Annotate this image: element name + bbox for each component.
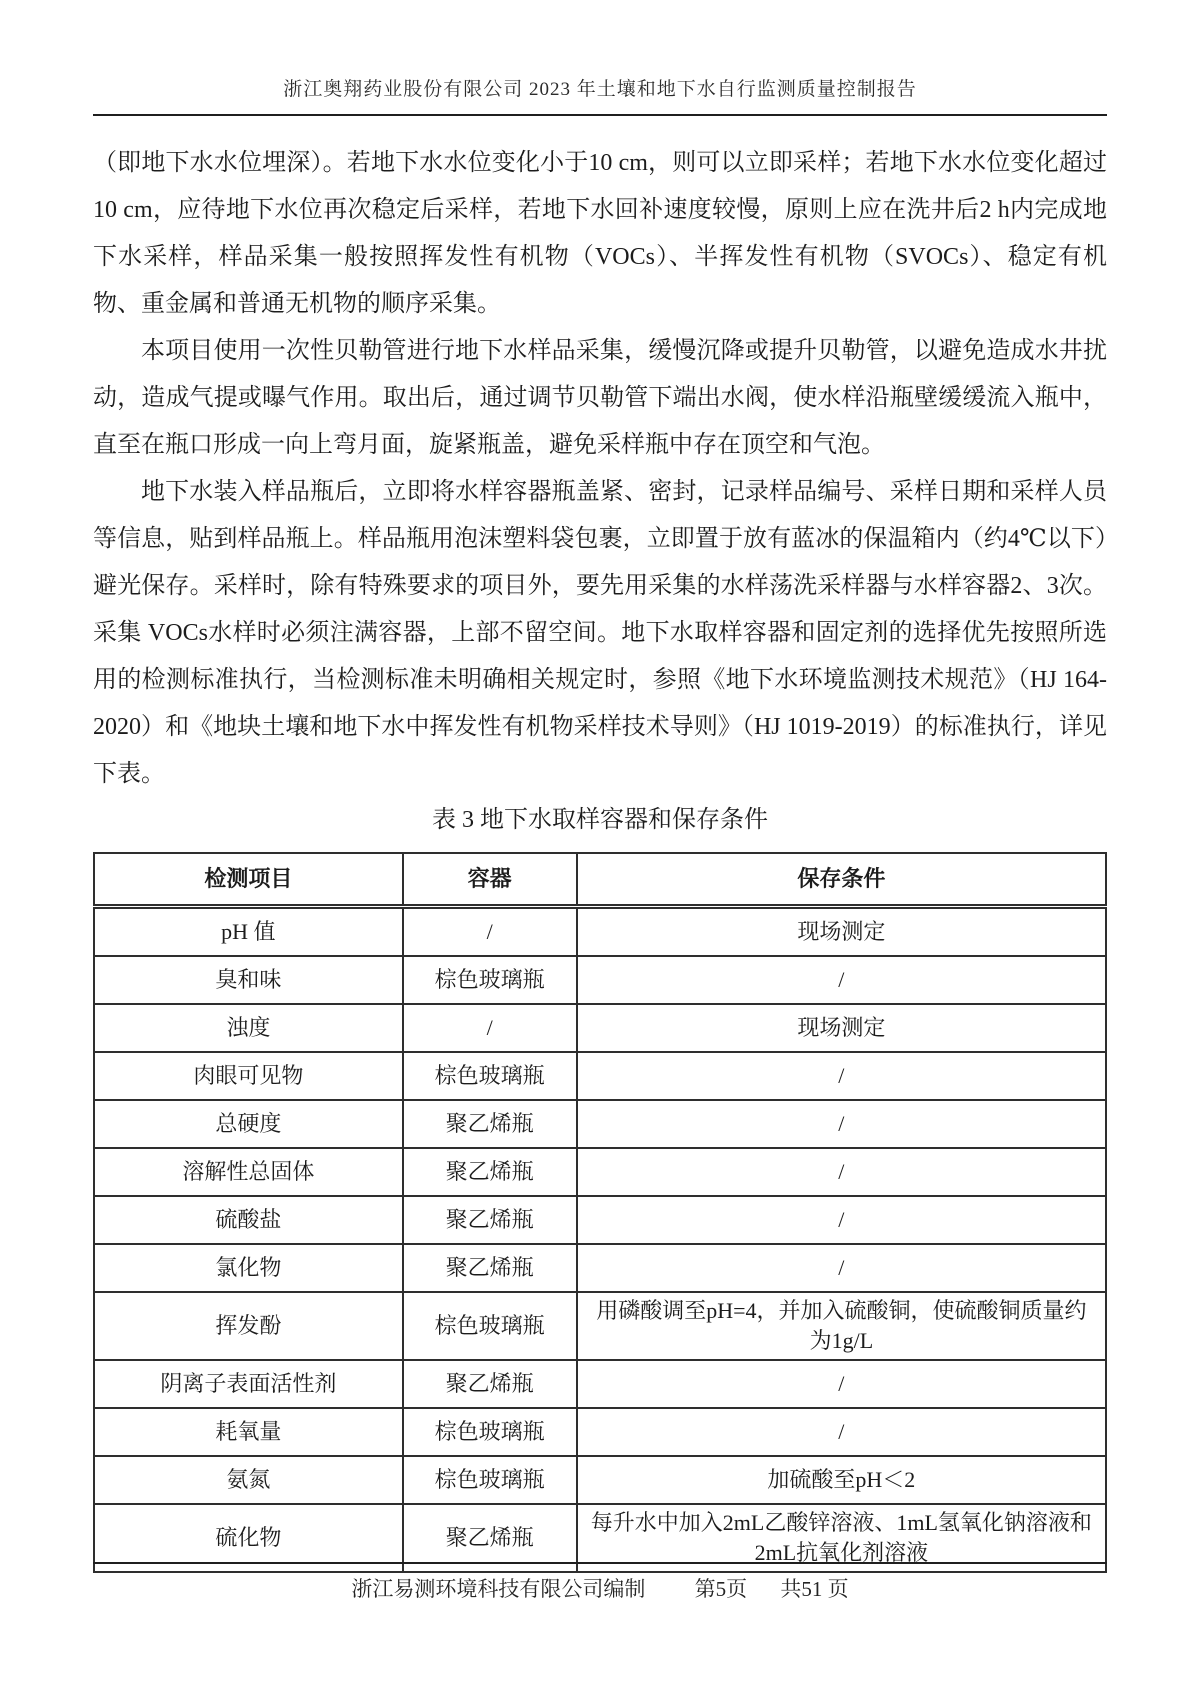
table-cell: 硫化物 <box>94 1504 403 1572</box>
paragraph-sample-storage: 地下水装入样品瓶后，立即将水样容器瓶盖紧、密封，记录样品编号、采样日期和采样人员等信息，贴到样品瓶上。样品瓶用泡沫塑料袋包裹，立即置于放有蓝冰的保温箱内（约4℃以下）避光保存。采样时，除有特殊要求的项目外，要先用采集的水样荡洗采样器与水样容器2、3次。采集 VOCs水样时必须注满容器，上部不留空间。地下水取样容器和固定剂的选择优先按照所选用的检测标准执行，当检测标准未明确相关规定时，参照《地下水环境监测技术规范》（HJ 164-2020）和《地块土壤和地下水中挥发性有机物采样技术导则》（HJ 1019-2019）的标准执行，详见下表。 <box>93 479 1107 787</box>
table-row <box>94 1100 1106 1148</box>
table-cell: / <box>577 1196 1106 1244</box>
table-cell: 耗氧量 <box>94 1408 403 1456</box>
column-header-condition: 保存条件 <box>577 853 1106 907</box>
table-cell: 棕色玻璃瓶 <box>403 1052 577 1100</box>
page-header <box>93 74 1107 116</box>
table-cell: / <box>577 956 1106 1004</box>
table-row <box>94 1004 1106 1052</box>
table-header-row <box>94 853 1106 907</box>
table-cell: 棕色玻璃瓶 <box>403 1292 577 1360</box>
table-title: 表 3 地下水取样容器和保存条件 <box>432 807 768 833</box>
table-cell: 现场测定 <box>577 907 1106 957</box>
table-cell: 硫酸盐 <box>94 1196 403 1244</box>
table-cell: 棕色玻璃瓶 <box>403 956 577 1004</box>
table-cell: 臭和味 <box>94 956 403 1004</box>
footer-company: 浙江易测环境科技有限公司编制 <box>351 1577 646 1601</box>
table-row <box>94 1052 1106 1100</box>
table-cell: 加硫酸至pH＜2 <box>577 1456 1106 1504</box>
table-cell: 挥发酚 <box>94 1292 403 1360</box>
table-cell: 聚乙烯瓶 <box>403 1148 577 1196</box>
table-row <box>94 907 1106 957</box>
paragraph-bailer-sampling: 本项目使用一次性贝勒管进行地下水样品采集，缓慢沉降或提升贝勒管，以避免造成水井扰动，造成气提或曝气作用。取出后，通过调节贝勒管下端出水阀，使水样沿瓶壁缓缓流入瓶中，直至在瓶口形成一向上弯月面，旋紧瓶盖，避免采样瓶中存在顶空和气泡。 <box>93 338 1107 458</box>
document-body <box>93 140 1107 798</box>
table-cell: 总硬度 <box>94 1100 403 1148</box>
table-row <box>94 1148 1106 1196</box>
table-cell: 用磷酸调至pH=4，并加入硫酸铜，使硫酸铜质量约为1g/L <box>577 1292 1106 1360</box>
page-header-title: 浙江奥翔药业股份有限公司 2023 年土壤和地下水自行监测质量控制报告 <box>283 79 917 100</box>
table-row <box>94 1408 1106 1456</box>
table-cell: pH 值 <box>94 907 403 957</box>
table-cell: / <box>403 1004 577 1052</box>
table-cell: / <box>577 1052 1106 1100</box>
sampling-container-table <box>93 852 1107 1573</box>
table-cell: 棕色玻璃瓶 <box>403 1408 577 1456</box>
table-cell: 聚乙烯瓶 <box>403 1244 577 1292</box>
table-row <box>94 956 1106 1004</box>
table-cell: / <box>577 1360 1106 1408</box>
table-cell: 聚乙烯瓶 <box>403 1100 577 1148</box>
table-cell: 溶解性总固体 <box>94 1148 403 1196</box>
table-cell: 现场测定 <box>577 1004 1106 1052</box>
table-cell: / <box>403 907 577 957</box>
table-cell: 棕色玻璃瓶 <box>403 1456 577 1504</box>
table-cell: 氨氮 <box>94 1456 403 1504</box>
paragraph-groundwater-level: （即地下水水位埋深）。若地下水水位变化小于10 cm，则可以立即采样；若地下水水位变化超过10 cm，应待地下水位再次稳定后采样，若地下水回补速度较慢，原则上应在洗井后2 h内完成地下水采样，样品采集一般按照挥发性有机物（VOCs）、半挥发性有机物（SVOCs）、稳定有机物、重金属和普通无机物的顺序采集。 <box>93 150 1107 317</box>
footer-page-total: 共51 页 <box>780 1577 849 1601</box>
table-cell: 氯化物 <box>94 1244 403 1292</box>
table-cell: / <box>577 1408 1106 1456</box>
table-cell: 浊度 <box>94 1004 403 1052</box>
table-cell: / <box>577 1100 1106 1148</box>
table-cell: / <box>577 1148 1106 1196</box>
table-cell: / <box>577 1244 1106 1292</box>
column-header-container: 容器 <box>403 853 577 907</box>
table-row <box>94 1196 1106 1244</box>
table-cell: 肉眼可见物 <box>94 1052 403 1100</box>
table-row <box>94 1360 1106 1408</box>
table-cell: 聚乙烯瓶 <box>403 1504 577 1572</box>
table-cell: 聚乙烯瓶 <box>403 1360 577 1408</box>
table-row <box>94 1456 1106 1504</box>
footer-page-number: 第5页 <box>694 1577 748 1601</box>
page-footer <box>93 1562 1107 1603</box>
table-cell: 聚乙烯瓶 <box>403 1196 577 1244</box>
table-row <box>94 1292 1106 1360</box>
table-row <box>94 1244 1106 1292</box>
column-header-item: 检测项目 <box>94 853 403 907</box>
table-cell: 每升水中加入2mL乙酸锌溶液、1mL氢氧化钠溶液和2mL抗氧化剂溶液 <box>577 1504 1106 1572</box>
table-cell: 阴离子表面活性剂 <box>94 1360 403 1408</box>
